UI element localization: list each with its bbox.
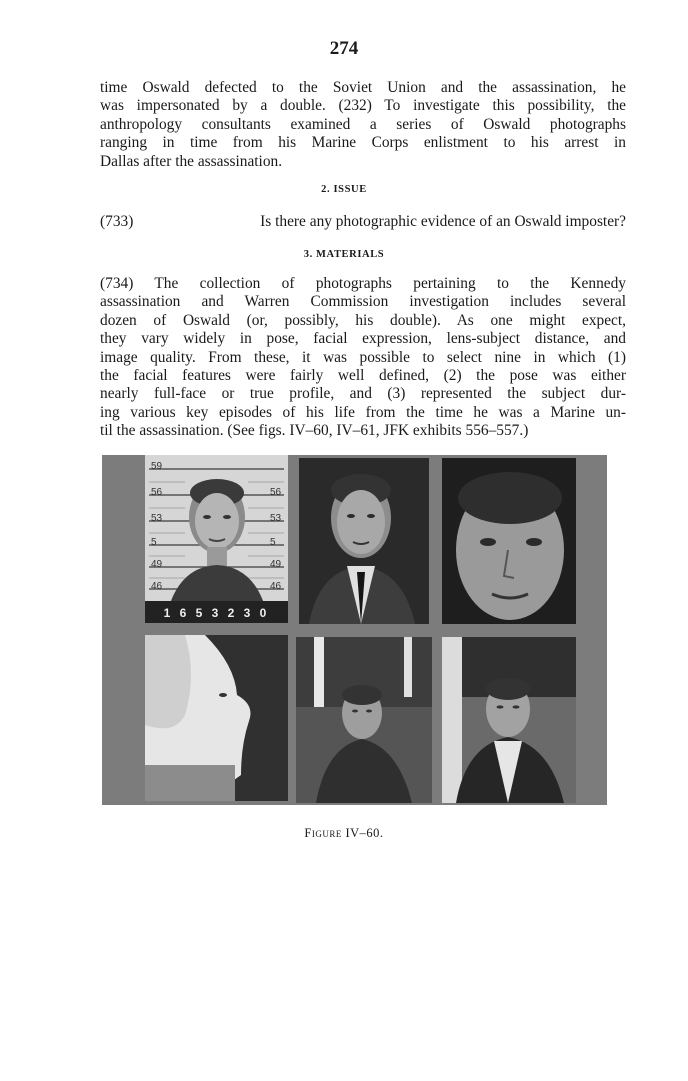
text-line: ing various key episodes of his life from the time he was a Marine un- — [100, 403, 626, 421]
portrait-suit-image — [299, 458, 429, 624]
page-number: 274 — [329, 38, 359, 59]
text-line: dozen of Oswald (or, possibly, his double). As one might expect, — [100, 311, 626, 329]
portrait-suit-photo — [299, 458, 429, 624]
booking-number: 1 6 5 3 2 3 0 — [163, 606, 270, 620]
profile-photo — [145, 635, 288, 801]
question-line — [100, 213, 626, 231]
figure-caption — [0, 826, 688, 841]
text-line: was impersonated by a double. (232) To investigate this possibility, the — [100, 97, 626, 115]
text-line: Dallas after the assassination. — [100, 152, 283, 170]
text-line: nearly full-face or true profile, and (3) represented the subject dur- — [100, 385, 626, 403]
section-heading-materials: 3. MATERIALS — [303, 249, 385, 260]
profile-image — [145, 635, 288, 801]
text-line: til the assassination. (See figs. IV–60, IV–61, JFK exhibits 556–557.) — [100, 422, 529, 440]
mugshot-photo — [145, 455, 288, 623]
mugshot-image — [145, 455, 288, 623]
arrest-image — [442, 637, 576, 803]
question-text: Is there any photographic evidence of an Oswald imposter? — [260, 213, 626, 230]
text-line: time Oswald defected to the Soviet Union and the assassination, he — [100, 79, 626, 96]
intro-paragraph — [100, 79, 626, 171]
text-line: (734) The collection of photographs pertaining to the Kennedy — [100, 275, 626, 292]
text-line: image quality. From these, it was possible to select nine in which (1) — [100, 348, 626, 366]
text-line: assassination and Warren Commission investigation includes several — [100, 293, 626, 311]
materials-paragraph — [100, 275, 626, 441]
arrest-photo — [442, 637, 576, 803]
outdoor-front-photo — [296, 637, 432, 803]
text-line: ranging in time from his Marine Corps enlistment to his arrest in — [100, 134, 626, 152]
figure-caption-text: Figure IV–60. — [304, 826, 384, 840]
text-line: the facial features were fairly well defined, (2) the pose was either — [100, 367, 626, 385]
figure-iv-60 — [102, 455, 607, 805]
outdoor-front-image — [296, 637, 432, 803]
closeup-face-photo — [442, 458, 576, 624]
text-line: they vary widely in pose, facial expression, lens-subject distance, and — [100, 330, 626, 348]
text-line: anthropology consultants examined a series of Oswald photographs — [100, 115, 626, 133]
section-heading-issue: 2. ISSUE — [321, 184, 367, 195]
question-number: (733) — [100, 213, 134, 230]
closeup-face-image — [442, 458, 576, 624]
